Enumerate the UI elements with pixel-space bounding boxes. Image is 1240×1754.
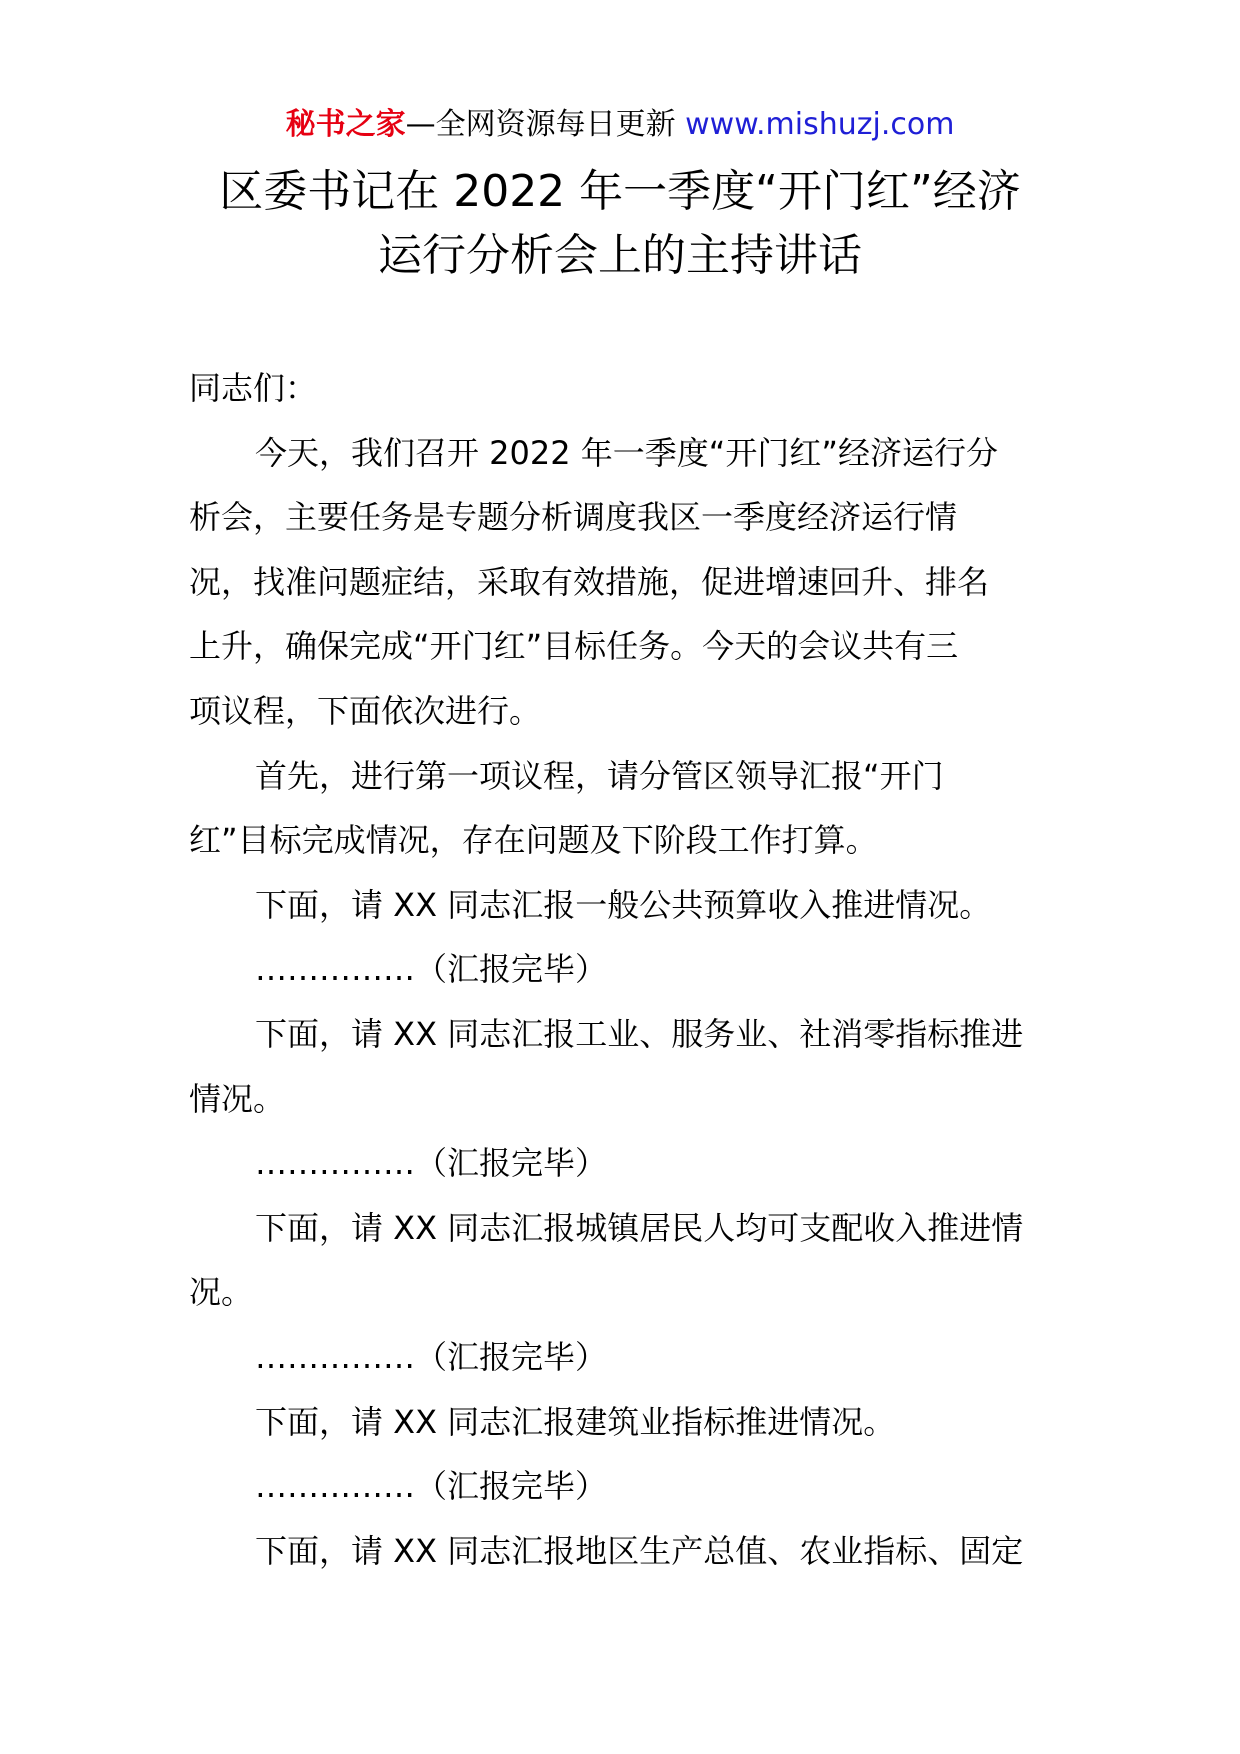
report-request-paragraph — [189, 1002, 1059, 1131]
report-complete-note — [189, 1325, 1059, 1390]
text-line: 下面，请 XX 同志汇报一般公共预算收入推进情况。 — [255, 885, 992, 924]
title-line-1: 区委书记在 2022 年一季度“开门红”经济 — [219, 166, 1021, 217]
text-line: 下面，请 XX 同志汇报工业、服务业、社消零指标推进 — [255, 1014, 1024, 1053]
title-line-2: 运行分析会上的主持讲话 — [378, 230, 862, 281]
text-line: 下面，请 XX 同志汇报建筑业指标推进情况。 — [255, 1402, 896, 1441]
text-line: 下面，请 XX 同志汇报城镇居民人均可支配收入推进情 — [255, 1208, 1024, 1247]
text-line: ……………（汇报完毕） — [255, 1467, 608, 1506]
report-complete-note — [189, 1131, 1059, 1196]
document-body — [189, 356, 1059, 1583]
agenda-item-paragraph — [189, 744, 1059, 873]
report-request-paragraph — [189, 1196, 1059, 1325]
text-line: 下面，请 XX 同志汇报地区生产总值、农业指标、固定 — [255, 1531, 1024, 1570]
text-line: ……………（汇报完毕） — [255, 1337, 608, 1376]
brand-name: 秘书之家 — [285, 107, 406, 142]
text-line: 况。 — [189, 1273, 254, 1312]
header-slogan: —全网资源每日更新 — [405, 107, 676, 142]
text-line: 项议程，下面依次进行。 — [189, 691, 542, 730]
text-line: 情况。 — [189, 1079, 286, 1118]
report-request-paragraph — [189, 873, 1059, 938]
text-line: ……………（汇报完毕） — [255, 1144, 608, 1183]
text-line: 析会，主要任务是专题分析调度我区一季度经济运行情 — [189, 498, 958, 537]
site-url-link[interactable]: www.mishuzj.com — [685, 107, 955, 142]
site-header — [0, 98, 1240, 152]
text-line: 首先，进行第一项议程，请分管区领导汇报“开门 — [255, 756, 944, 795]
text-line: 况，找准问题症结，采取有效措施，促进增速回升、排名 — [189, 562, 990, 601]
document-title — [0, 160, 1240, 288]
opening-paragraph — [189, 421, 1059, 744]
report-request-paragraph — [189, 1519, 1059, 1584]
text-line: ……………（汇报完毕） — [255, 950, 608, 989]
text-line: 红”目标完成情况，存在问题及下阶段工作打算。 — [189, 821, 878, 860]
report-complete-note — [189, 1454, 1059, 1519]
text-line: 今天，我们召开 2022 年一季度“开门红”经济运行分 — [255, 433, 998, 472]
text-line: 上升，确保完成“开门红”目标任务。今天的会议共有三 — [189, 627, 959, 666]
report-request-paragraph — [189, 1390, 1059, 1455]
salutation-paragraph — [189, 356, 1059, 421]
salutation: 同志们： — [189, 369, 318, 407]
report-complete-note — [189, 937, 1059, 1002]
